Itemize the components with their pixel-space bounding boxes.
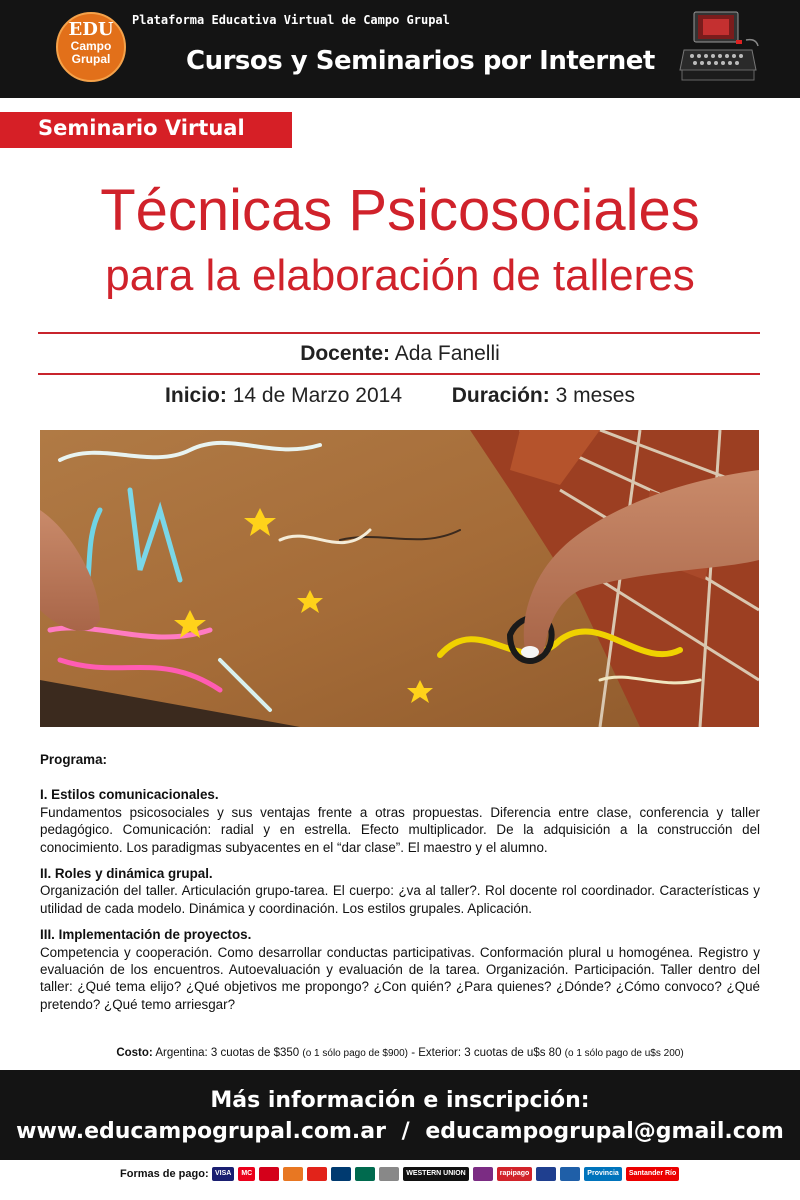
cost-label: Costo:	[116, 1047, 153, 1059]
payment-label: Formas de pago:	[120, 1168, 209, 1180]
divider-top	[38, 332, 760, 334]
module-body: Organización del taller. Articulación grupo-tarea. El cuerpo: ¿va al taller?. Rol docente rol coordinador. Características y utilidad de cada modelo. Dinámica y coordinación. Los estilos grupales. Aplicación.	[40, 883, 760, 916]
cost-separator: -	[411, 1047, 416, 1059]
duration-label: Duración:	[451, 384, 550, 407]
payment-method-icon: Santander Río	[626, 1167, 679, 1181]
title-line-1: Técnicas Psicosociales	[100, 178, 700, 243]
payment-method-icon	[331, 1167, 351, 1181]
module-title: II. Roles y dinámica grupal.	[40, 866, 213, 882]
payment-method-icon	[283, 1167, 303, 1181]
teacher-name: Ada Fanelli	[394, 342, 500, 365]
module-body: Competencia y cooperación. Como desarrollar conductas participativas. Conformación plural u homogénea. Registro y evaluación de los encuentros. Autoevaluación y evaluación de la tarea. Organización. Participación. Taller dentro del taller: ¿Qué tema elijo? ¿Qué objetivos me propongo? ¿Con quién? ¿Para quienes? ¿Dónde? ¿Cómo convoco? ¿Qué pretendo? ¿Qué temo arriesgar?	[40, 944, 760, 1012]
cost-line	[0, 1047, 800, 1059]
logo-text-bottom: Campo Grupal	[70, 39, 112, 66]
email-link[interactable]: educampogrupal@gmail.com	[425, 1119, 784, 1144]
header-bar	[0, 0, 800, 98]
courses-heading: Cursos y Seminarios por Internet	[186, 46, 655, 76]
seminar-badge	[0, 112, 292, 148]
cost-argentina-note: (o 1 sólo pago de $900)	[302, 1048, 409, 1059]
teacher-label: Docente:	[300, 342, 391, 365]
payment-method-icon	[379, 1167, 399, 1181]
badge-label: Seminario Virtual	[38, 116, 245, 140]
teacher-line	[0, 342, 800, 366]
payment-icons	[212, 1165, 679, 1183]
platform-label: Plataforma Educativa Virtual de Campo Grupal	[132, 13, 450, 27]
cost-exterior: Exterior: 3 cuotas de u$s 80	[418, 1047, 562, 1059]
program-module	[40, 926, 760, 1013]
start-label: Inicio:	[165, 384, 227, 407]
program-module	[40, 865, 760, 917]
edu-campo-grupal-logo[interactable]	[56, 12, 126, 82]
title-line-2: para la elaboración de talleres	[105, 251, 695, 300]
more-info-heading: Más información e inscripción:	[210, 1088, 590, 1113]
cost-argentina: Argentina: 3 cuotas de $350	[155, 1047, 300, 1059]
divider-bottom	[38, 373, 760, 375]
payment-method-icon: Provincia	[584, 1167, 622, 1181]
payment-method-icon: WESTERN UNION	[403, 1167, 469, 1181]
payment-method-icon	[536, 1167, 556, 1181]
module-body: Fundamentos psicosociales y sus ventajas frente a otras propuestas. Diferencia entre clase, conferencia y taller pedagógico. Comunicación: radial y en estrella. Efecto multiplicador. De la adquisición a la construcción del conocimiento. Los paradigmas subyacentes en el “dar clase”. El maestro y el alumno.	[40, 804, 760, 855]
dates-line	[0, 384, 800, 408]
start-value: 14 de Marzo 2014	[232, 384, 403, 407]
contact-bar	[0, 1070, 800, 1160]
contact-line	[0, 1119, 800, 1144]
workshop-photo	[40, 430, 759, 727]
logo-text-top: EDU	[68, 19, 114, 40]
payment-method-icon: MC	[238, 1167, 255, 1181]
payment-method-icon: rapipago	[497, 1167, 533, 1181]
duration-value: 3 meses	[555, 384, 635, 407]
payment-method-icon	[473, 1167, 493, 1181]
payment-method-icon: VISA	[212, 1167, 234, 1181]
payment-methods	[0, 1160, 800, 1200]
typewriter-laptop-icon	[676, 10, 760, 86]
payment-method-icon	[560, 1167, 580, 1181]
program-module	[40, 786, 760, 856]
contact-separator: /	[401, 1119, 410, 1144]
module-title: I. Estilos comunicacionales.	[40, 787, 219, 803]
payment-method-icon	[307, 1167, 327, 1181]
payment-method-icon	[355, 1167, 375, 1181]
payment-method-icon	[259, 1167, 279, 1181]
program-section	[40, 751, 760, 1022]
website-link[interactable]: www.educampogrupal.com.ar	[16, 1119, 386, 1144]
cost-exterior-note: (o 1 sólo pago de u$s 200)	[564, 1048, 684, 1059]
program-heading: Programa:	[40, 752, 107, 767]
module-title: III. Implementación de proyectos.	[40, 927, 252, 943]
